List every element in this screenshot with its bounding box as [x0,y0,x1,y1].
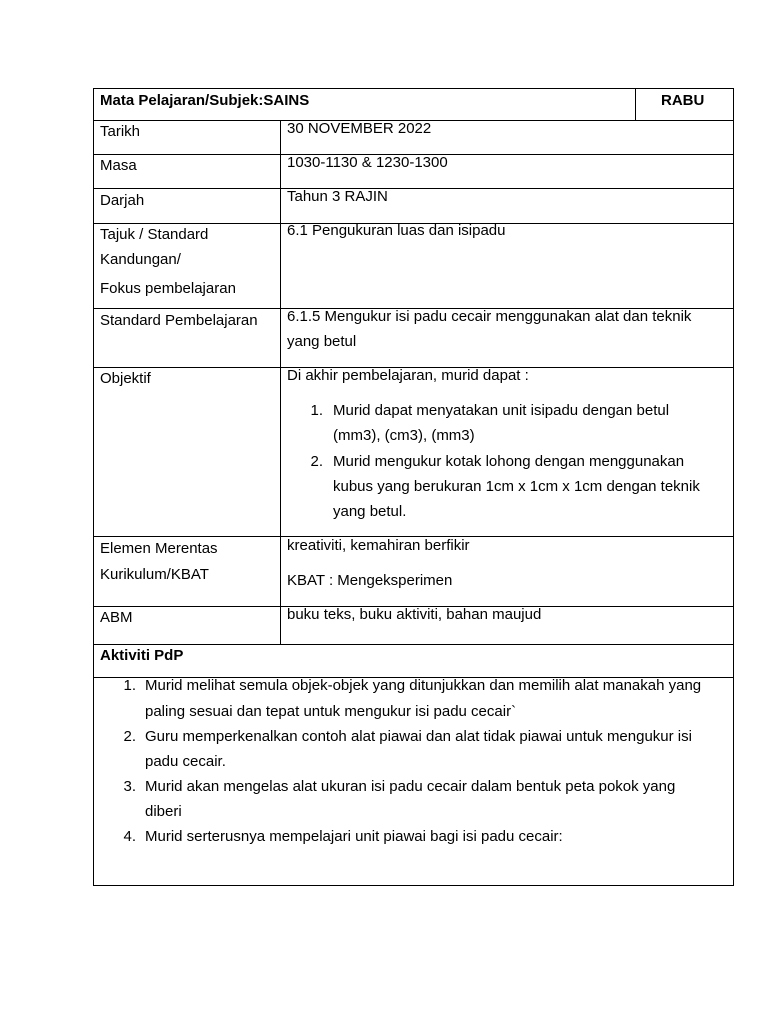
activity-1-number: 1. [123,677,136,694]
label-objektif: Objektif [100,370,151,387]
value-abm: buku teks, buku aktiviti, bahan maujud [287,606,542,623]
value-standard-line1: 6.1.5 Mengukur isi padu cecair menggunakan alat dan teknik [287,308,692,325]
value-masa: 1030-1130 & 1230-1300 [287,154,448,171]
objektif-intro: Di akhir pembelajaran, murid dapat : [287,367,529,384]
label-cell-objektif [93,367,281,537]
label-masa: Masa [100,157,137,174]
label-standard-pembelajaran: Standard Pembelajaran [100,312,258,329]
objektif-item-2-line2: kubus yang berukuran 1cm x 1cm x 1cm dengan teknik [333,478,700,495]
activity-1-line1: Murid melihat semula objek-objek yang ditunjukkan dan memilih alat manakah yang [145,677,702,694]
subject-title: Mata Pelajaran/Subjek:SAINS [100,92,310,109]
activity-4-number: 4. [123,828,136,845]
objektif-item-2-line3: yang betul. [333,503,407,520]
objektif-item-1-line2: (mm3), (cm3), (mm3) [333,427,475,444]
value-tarikh: 30 NOVEMBER 2022 [287,120,432,137]
label-abm: ABM [100,609,133,626]
label-darjah: Darjah [100,192,145,209]
activity-3-line1: Murid akan mengelas alat ukuran isi padu cecair dalam bentuk peta pokok yang [145,778,676,795]
value-elemen-line2: KBAT : Mengeksperimen [287,572,453,589]
value-elemen-line1: kreativiti, kemahiran berfikir [287,537,470,554]
objektif-item-2-number: 2. [310,453,323,470]
activity-3-line2: diberi [145,803,182,820]
label-tajuk-line1: Tajuk / Standard [100,226,209,243]
value-standard-line2: yang betul [287,333,357,350]
value-darjah: Tahun 3 RAJIN [287,188,388,205]
activity-2-number: 2. [123,728,136,745]
value-tajuk: 6.1 Pengukuran luas dan isipadu [287,222,506,239]
objektif-item-1-line1: Murid dapat menyatakan unit isipadu dengan betul [333,402,670,419]
objektif-item-1-number: 1. [310,402,323,419]
activities-title: Aktiviti PdP [100,647,184,664]
label-tajuk-line2: Kandungan/ [100,251,181,268]
label-tarikh: Tarikh [100,123,141,140]
objektif-item-2-line1: Murid mengukur kotak lohong dengan menggunakan [333,453,685,470]
day-label: RABU [661,92,705,109]
activity-1-line2: paling sesuai dan tepat untuk mengukur isi padu cecair` [145,703,517,720]
activity-4-line1: Murid serterusnya mempelajari unit piawai bagi isi padu cecair: [145,828,563,845]
label-tajuk-line3: Fokus pembelajaran [100,280,236,297]
label-elemen-line1: Elemen Merentas [100,540,218,557]
label-elemen-line2: Kurikulum/KBAT [100,566,209,583]
activity-2-line2: padu cecair. [145,753,226,770]
activity-2-line1: Guru memperkenalkan contoh alat piawai dan alat tidak piawai untuk mengukur isi [145,728,692,745]
activity-3-number: 3. [123,778,136,795]
